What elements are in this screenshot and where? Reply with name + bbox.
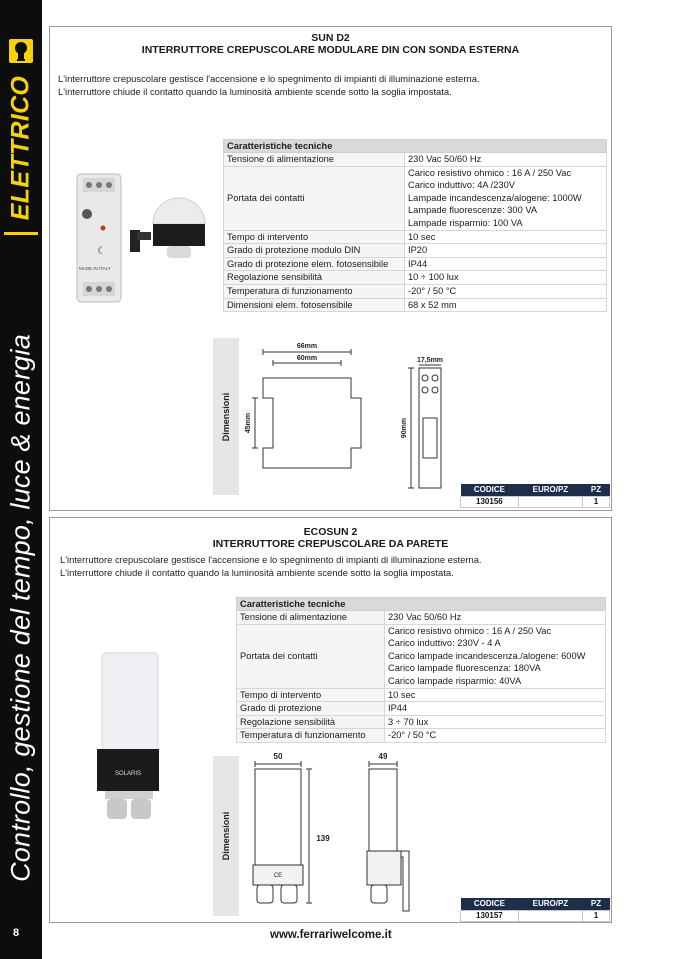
technical-drawing <box>243 751 463 919</box>
table-row <box>224 284 607 298</box>
table-row <box>461 910 610 921</box>
spec-value: 10 ÷ 100 lux <box>405 271 607 285</box>
table-row <box>237 688 606 702</box>
brand-logo: SOLARIS <box>114 771 142 777</box>
dimensions-label-text: Dimensioni <box>221 392 231 441</box>
product-description <box>60 553 600 579</box>
spec-value-line: Lampade incandescenza/alogene: 1000W <box>408 192 582 203</box>
spec-label: Grado di protezione <box>237 702 385 716</box>
dimensions-label-text: Dimensioni <box>221 811 231 861</box>
table-row <box>224 230 607 244</box>
product-description <box>58 72 598 98</box>
table-row <box>224 271 607 285</box>
spec-value-line: Carico lampade incandescenza./alogene: 600W <box>388 650 586 661</box>
spec-value: 68 x 52 mm <box>405 298 607 312</box>
drawing-label: 45mm <box>245 412 252 434</box>
spec-value-line: Carico resistivo ohmico : 16 A / 250 Vac <box>388 625 552 636</box>
dimensions-label <box>213 756 239 916</box>
order-header-qty: PZ <box>583 484 610 496</box>
order-table <box>460 898 610 922</box>
spec-label: Tempo di intervento <box>224 230 405 244</box>
spec-label: Regolazione sensibilità <box>237 715 385 729</box>
spec-label: Temperatura di funzionamento <box>224 284 405 298</box>
spec-value: -20° / 50 °C <box>405 284 607 298</box>
spec-value: IP20 <box>405 244 607 258</box>
description-line: L'interruttore chiude il contatto quando la luminosità ambiente scende sotto la soglia impostata. <box>60 567 454 578</box>
spec-value-line: Lampade fluorescenze: 300 VA <box>408 205 538 216</box>
order-header-qty: PZ <box>583 898 610 910</box>
product-name: SUN D2 <box>311 32 350 44</box>
specs-header: Caratteristiche tecniche <box>224 140 607 153</box>
spec-label: Tensione di alimentazione <box>224 153 405 167</box>
order-qty: 1 <box>583 496 610 507</box>
footer-url[interactable]: www.ferrariwelcome.it <box>270 929 392 941</box>
drawing-label: 17,5mm <box>416 357 444 364</box>
lightbulb-icon <box>7 36 35 66</box>
spec-label: Dimensioni elem. fotosensibile <box>224 298 405 312</box>
table-row <box>224 166 607 230</box>
order-header-price: EURO/PZ <box>518 484 582 496</box>
spec-value-line: Carico induttivo: 4A /230V <box>408 180 515 191</box>
product-card-ecosun-2 <box>49 517 612 923</box>
spec-value: 230 Vac 50/60 Hz <box>405 153 607 167</box>
drawing-label: 60mm <box>296 355 318 362</box>
table-row <box>224 298 607 312</box>
table-row <box>237 611 606 625</box>
spec-value-line: Carico resistivo ohmico : 16 A / 250 Vac <box>408 167 572 178</box>
drawing-label: 66mm <box>296 343 318 350</box>
table-row <box>237 729 606 743</box>
ce-mark: CE <box>273 873 283 879</box>
spec-value-line: Carico lampade fluorescenza: 180VA <box>388 663 541 674</box>
dimensions-label <box>213 338 239 495</box>
spec-value <box>405 166 607 230</box>
order-header-price: EURO/PZ <box>518 898 582 910</box>
spec-label: Portata dei contatti <box>224 166 405 230</box>
spec-label: Temperatura di funzionamento <box>237 729 385 743</box>
drawing-label: 139 <box>316 834 330 843</box>
table-row <box>237 715 606 729</box>
spec-value-line: Carico induttivo: 230V - 4 A <box>388 638 501 649</box>
description-line: L'interruttore chiude il contatto quando la luminosità ambiente scende sotto la soglia impostata. <box>58 86 452 97</box>
product-image <box>95 651 165 826</box>
technical-drawing <box>243 338 453 498</box>
spec-label: Tensione di alimentazione <box>237 611 385 625</box>
spec-value: 3 ÷ 70 lux <box>385 715 606 729</box>
spec-value: -20° / 50 °C <box>385 729 606 743</box>
order-price <box>518 910 582 921</box>
drawing-label: 90mm <box>401 417 408 439</box>
specs-table <box>236 597 606 743</box>
page-number: 8 <box>13 927 20 939</box>
spec-value: 10 sec <box>405 230 607 244</box>
product-name: ECOSUN 2 <box>303 526 358 538</box>
spec-value-line: Lampade risparmio: 100 VA <box>408 217 523 228</box>
table-row <box>224 153 607 167</box>
spec-label: Portata dei contatti <box>237 624 385 688</box>
table-row <box>237 702 606 716</box>
product-image <box>75 172 215 307</box>
description-line: L'interruttore crepuscolare gestisce l'accensione e lo spegnimento di impianti di illuminazione esterna. <box>60 554 482 565</box>
order-code: 130156 <box>461 496 519 507</box>
specs-table <box>223 139 607 312</box>
drawing-label: 50 <box>273 752 283 761</box>
spec-label: Tempo di intervento <box>237 688 385 702</box>
spec-label: Regolazione sensibilità <box>224 271 405 285</box>
spec-label: Grado di protezione modulo DIN <box>224 244 405 258</box>
product-subtitle: INTERRUTTORE CREPUSCOLARE DA PARETE <box>212 538 449 550</box>
order-qty: 1 <box>583 910 610 921</box>
table-row <box>224 244 607 258</box>
spec-label: Grado di protezione elem. fotosensibile <box>224 257 405 271</box>
table-row <box>237 624 606 688</box>
spec-value <box>385 624 606 688</box>
order-price <box>518 496 582 507</box>
table-row <box>224 257 607 271</box>
spec-value: 10 sec <box>385 688 606 702</box>
product-subtitle: INTERRUTTORE CREPUSCOLARE MODULARE DIN CON SONDA ESTERNA <box>141 44 520 56</box>
spec-value: IP44 <box>385 702 606 716</box>
spec-value: 230 Vac 50/60 Hz <box>385 611 606 625</box>
order-header-code: CODICE <box>461 898 519 910</box>
section-label: Controllo, gestione del tempo, luce & energia <box>5 334 36 882</box>
spec-value: IP44 <box>405 257 607 271</box>
category-divider <box>4 232 38 235</box>
made-in-marking: MADE IN ITALY <box>79 266 111 271</box>
product-card-sun-d2 <box>49 26 612 511</box>
order-code: 130157 <box>461 910 519 921</box>
sidebar <box>0 0 42 959</box>
order-table <box>460 484 610 508</box>
table-row <box>461 496 610 507</box>
specs-header: Caratteristiche tecniche <box>237 598 606 611</box>
svg-text:☾: ☾ <box>97 246 106 257</box>
description-line: L'interruttore crepuscolare gestisce l'accensione e lo spegnimento di impianti di illuminazione esterna. <box>58 73 480 84</box>
order-header-code: CODICE <box>461 484 519 496</box>
category-label: ELETTRICO <box>6 75 35 221</box>
drawing-label: 49 <box>378 752 388 761</box>
spec-value-line: Carico lampade risparmio: 40VA <box>388 675 522 686</box>
